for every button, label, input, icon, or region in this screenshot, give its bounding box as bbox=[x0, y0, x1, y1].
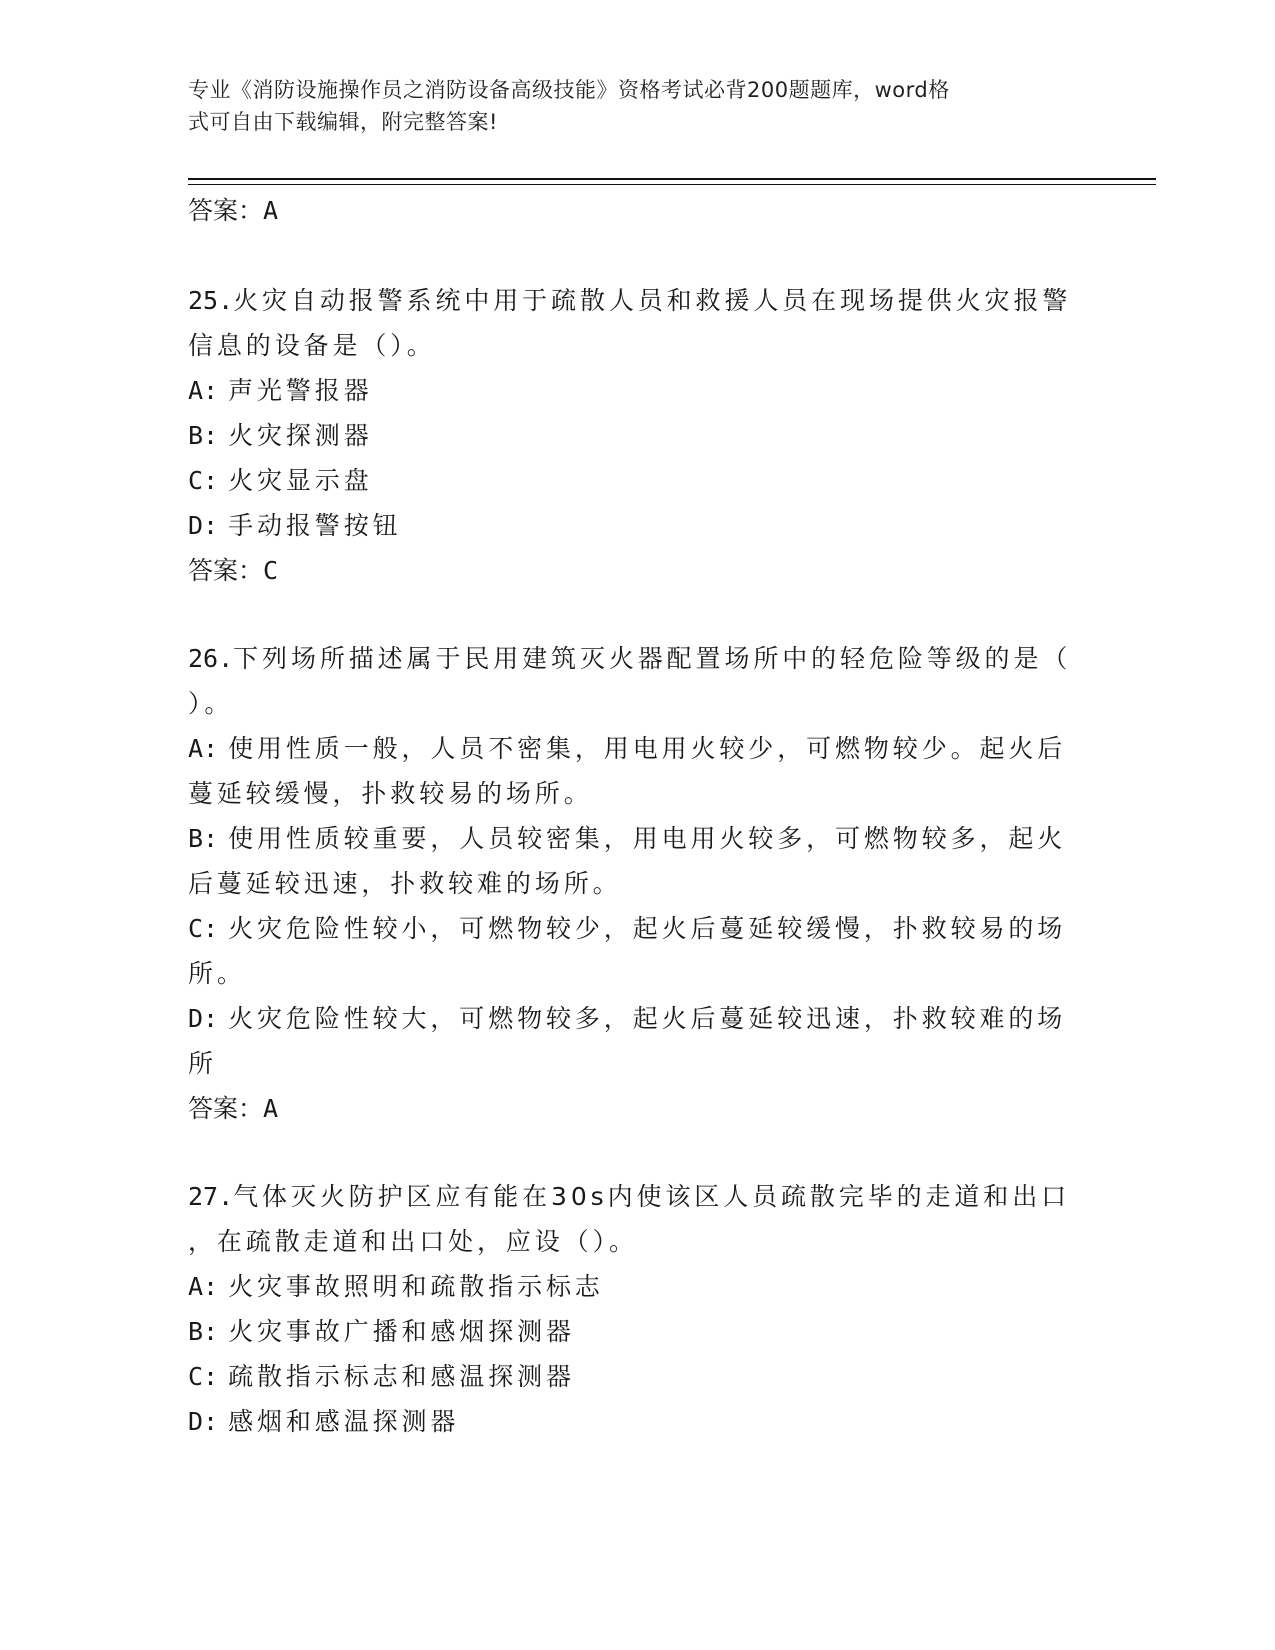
option-c: C: 火灾显示盘 bbox=[188, 466, 373, 495]
question-25 bbox=[188, 278, 1078, 588]
question-27 bbox=[188, 1174, 1078, 1444]
question-stem-continued: ，在疏散走道和出口处，应设（）。 bbox=[188, 1227, 638, 1256]
answer-line bbox=[188, 194, 1078, 228]
answer-label: 答案： bbox=[188, 556, 264, 585]
question-number: 25. bbox=[188, 286, 234, 315]
question-number: 27. bbox=[188, 1182, 234, 1211]
header-divider-thin bbox=[188, 184, 1156, 185]
option-b: B: 火灾探测器 bbox=[188, 421, 373, 450]
option-key: C: bbox=[188, 466, 219, 495]
question-stem: 25.火灾自动报警系统中用于疏散人员和救援人员在现场提供火灾报警 bbox=[188, 286, 1072, 315]
option-a: A: 使用性质一般，人员不密集，用电用火较少，可燃物较少。起火后 bbox=[188, 734, 1067, 763]
option-key: B: bbox=[188, 824, 219, 853]
header-divider-thick bbox=[188, 178, 1156, 180]
option-b-continued: 后蔓延较迅速，扑救较难的场所。 bbox=[188, 869, 622, 898]
question-number: 26. bbox=[188, 644, 234, 673]
question-26 bbox=[188, 636, 1078, 1126]
option-b: B: 火灾事故广播和感烟探测器 bbox=[188, 1317, 575, 1346]
option-key: C: bbox=[188, 1362, 219, 1391]
header-line-1: 专业《消防设施操作员之消防设备高级技能》资格考试必背200题题库，word格 bbox=[188, 78, 950, 102]
answer-line bbox=[188, 1092, 1078, 1126]
option-key: B: bbox=[188, 421, 219, 450]
question-stem-continued: ）。 bbox=[188, 689, 234, 718]
option-a: A: 火灾事故照明和疏散指示标志 bbox=[188, 1272, 604, 1301]
answer-label: 答案： bbox=[188, 1094, 264, 1123]
answer-label: 答案： bbox=[188, 196, 264, 225]
option-key: D: bbox=[188, 1004, 219, 1033]
option-key: A: bbox=[188, 1272, 219, 1301]
question-stem: 27.气体灭火防护区应有能在30s内使该区人员疏散完毕的走道和出口 bbox=[188, 1182, 1070, 1211]
answer-value: A bbox=[263, 196, 279, 225]
answer-value: C bbox=[263, 556, 279, 585]
question-stem-continued: 信息的设备是（）。 bbox=[188, 331, 436, 360]
answer-value: A bbox=[263, 1094, 279, 1123]
answer-line bbox=[188, 554, 1078, 588]
option-c: C: 火灾危险性较小，可燃物较少，起火后蔓延较缓慢，扑救较易的场 bbox=[188, 914, 1067, 943]
question-list bbox=[188, 188, 1078, 1444]
document-header bbox=[188, 74, 1068, 138]
option-key: D: bbox=[188, 1407, 219, 1436]
option-d: D: 感烟和感温探测器 bbox=[188, 1407, 460, 1436]
option-c-continued: 所。 bbox=[188, 959, 246, 988]
header-line-2: 式可自由下载编辑，附完整答案! bbox=[188, 110, 498, 134]
option-c: C: 疏散指示标志和感温探测器 bbox=[188, 1362, 575, 1391]
option-a-continued: 蔓延较缓慢，扑救较易的场所。 bbox=[188, 779, 593, 808]
option-key: A: bbox=[188, 376, 219, 405]
option-d-continued: 所 bbox=[188, 1049, 217, 1078]
option-b: B: 使用性质较重要，人员较密集，用电用火较多，可燃物较多，起火 bbox=[188, 824, 1067, 853]
question-stem: 26.下列场所描述属于民用建筑灭火器配置场所中的轻危险等级的是（ bbox=[188, 644, 1072, 673]
option-key: A: bbox=[188, 734, 219, 763]
option-key: D: bbox=[188, 511, 219, 540]
option-key: B: bbox=[188, 1317, 219, 1346]
option-d: D: 火灾危险性较大，可燃物较多，起火后蔓延较迅速，扑救较难的场 bbox=[188, 1004, 1067, 1033]
option-a: A: 声光警报器 bbox=[188, 376, 373, 405]
option-key: C: bbox=[188, 914, 219, 943]
option-d: D: 手动报警按钮 bbox=[188, 511, 402, 540]
